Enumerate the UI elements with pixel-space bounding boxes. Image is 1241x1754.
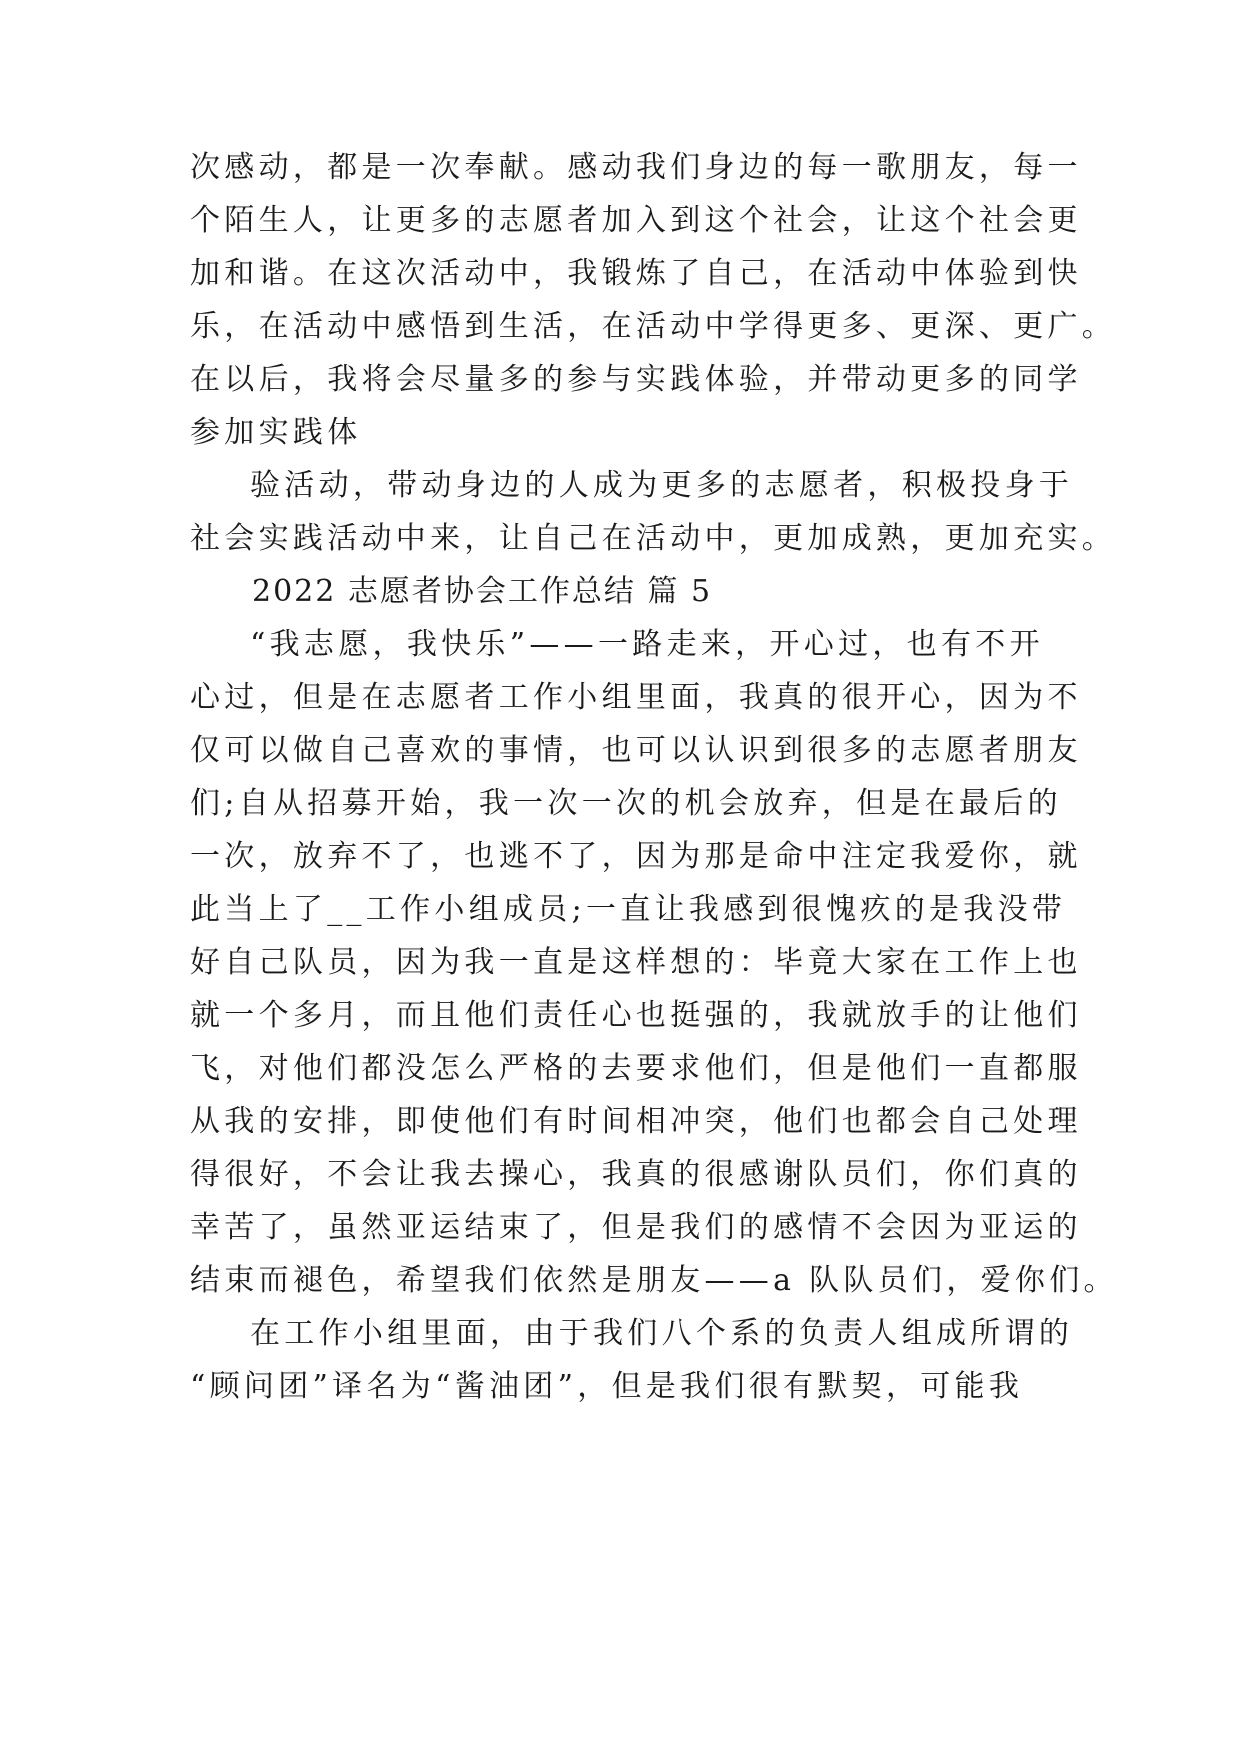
paragraph-line: 仅可以做自己喜欢的事情，也可以认识到很多的志愿者朋友 — [190, 733, 1082, 768]
paragraph-line: 乐，在活动中感悟到生活，在活动中学得更多、更深、更广。 — [190, 309, 1117, 344]
paragraph-line: 结束而褪色，希望我们依然是朋友——a 队队员们，爱你们。 — [190, 1263, 1118, 1298]
paragraph-line: 们;自从招募开始，我一次一次的机会放弃，但是在最后的 — [190, 786, 1062, 821]
paragraph-line: 在工作小组里面，由于我们八个系的负责人组成所谓的 — [250, 1316, 1074, 1351]
paragraph-line: 飞，对他们都没怎么严格的去要求他们，但是他们一直都服 — [190, 1051, 1082, 1086]
paragraph-line: 就一个多月，而且他们责任心也挺强的，我就放手的让他们 — [190, 998, 1082, 1033]
paragraph-line: 参加实践体 — [190, 415, 362, 450]
section-heading: 2022 志愿者协会工作总结 篇 5 — [252, 574, 713, 609]
paragraph-line: 次感动，都是一次奉献。感动我们身边的每一歌朋友，每一 — [190, 150, 1082, 185]
paragraph-line: 个陌生人，让更多的志愿者加入到这个社会，让这个社会更 — [190, 203, 1082, 238]
paragraph-line: 社会实践活动中来，让自己在活动中，更加成熟，更加充实。 — [190, 521, 1117, 556]
paragraph-line: 得很好，不会让我去操心，我真的很感谢队员们，你们真的 — [190, 1157, 1082, 1192]
paragraph-line: “我志愿，我快乐”——一路走来，开心过，也有不开 — [250, 627, 1044, 662]
paragraph-line: “顾问团”译名为“酱油团”，但是我们很有默契，可能我 — [190, 1369, 1024, 1404]
paragraph-line: 验活动，带动身边的人成为更多的志愿者，积极投身于 — [250, 468, 1074, 503]
paragraph-line: 一次，放弃不了，也逃不了，因为那是命中注定我爱你，就 — [190, 839, 1082, 874]
paragraph-line: 心过，但是在志愿者工作小组里面，我真的很开心，因为不 — [190, 680, 1082, 715]
paragraph-line: 幸苦了，虽然亚运结束了，但是我们的感情不会因为亚运的 — [190, 1210, 1082, 1245]
paragraph-line: 加和谐。在这次活动中，我锻炼了自己，在活动中体验到快 — [190, 256, 1082, 291]
paragraph-line: 此当上了__工作小组成员;一直让我感到很愧疚的是我没带 — [190, 892, 1067, 927]
paragraph-line: 好自己队员，因为我一直是这样想的：毕竟大家在工作上也 — [190, 945, 1082, 980]
paragraph-line: 在以后，我将会尽量多的参与实践体验，并带动更多的同学 — [190, 362, 1082, 397]
paragraph-line: 从我的安排，即使他们有时间相冲突，他们也都会自己处理 — [190, 1104, 1082, 1139]
